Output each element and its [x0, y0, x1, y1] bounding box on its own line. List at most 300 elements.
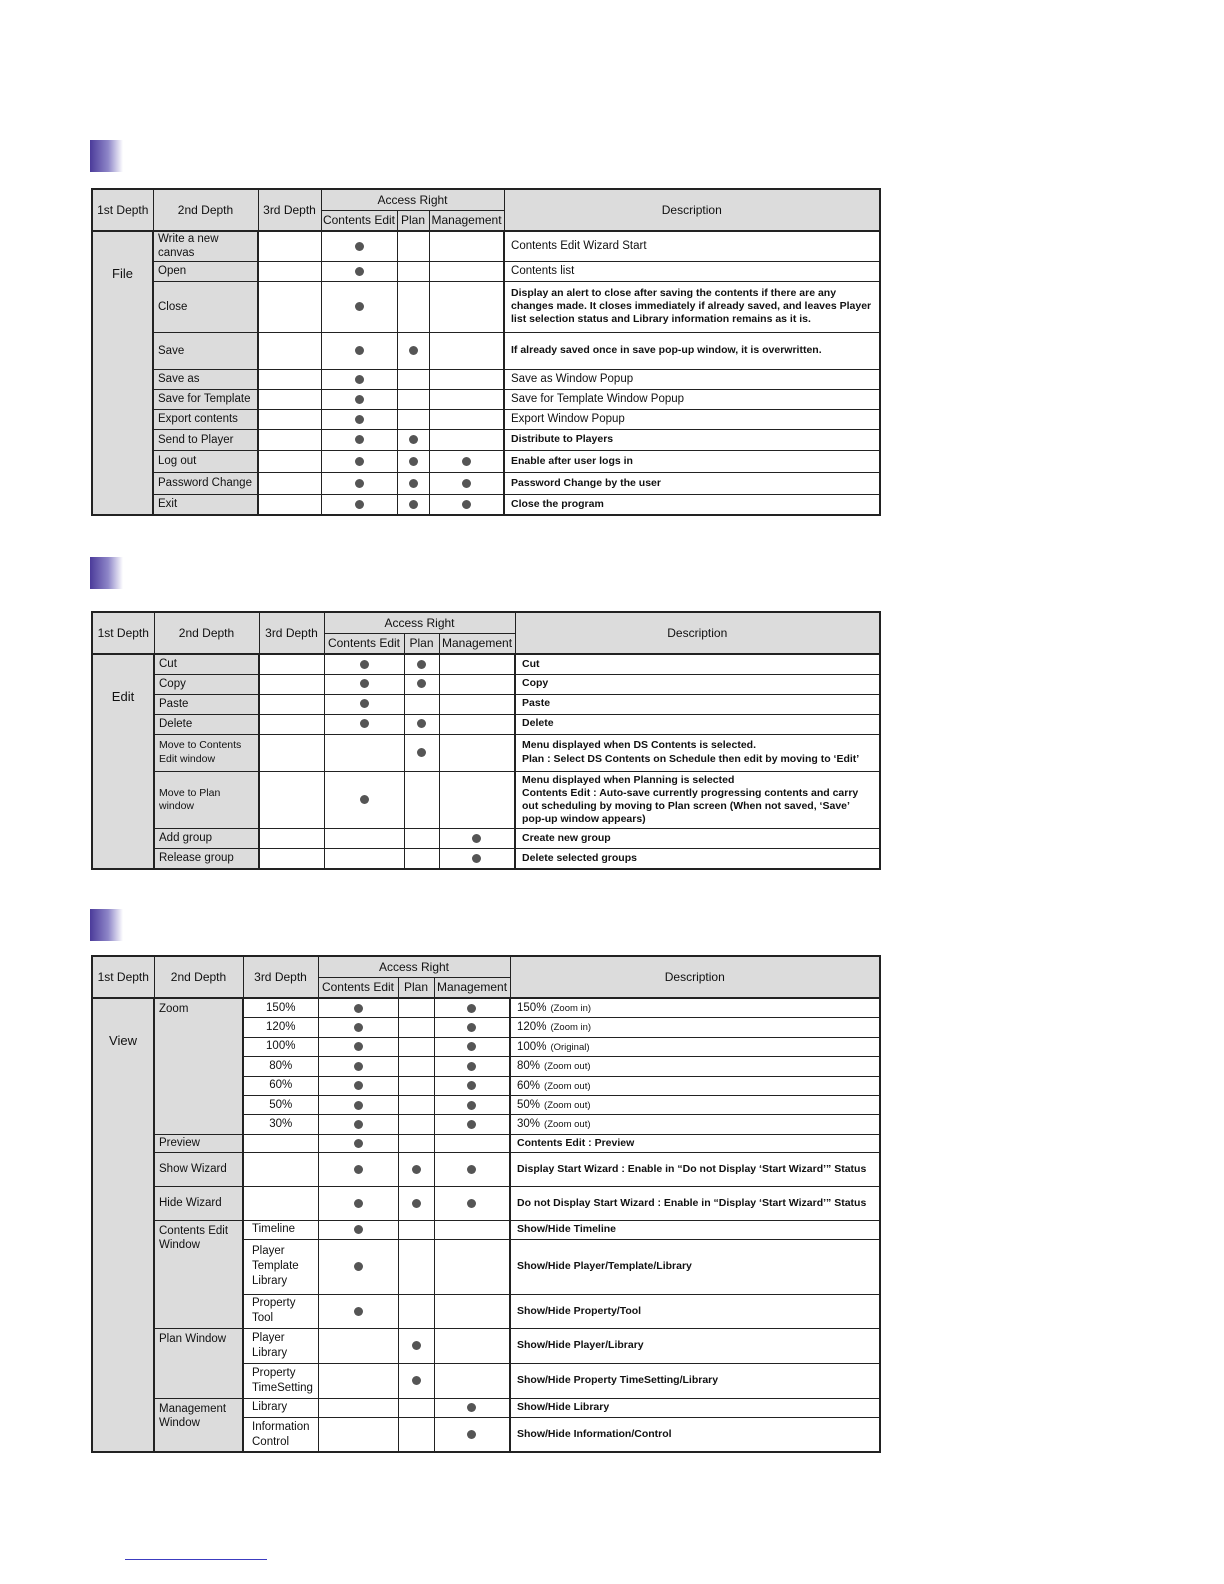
menu-item-label — [154, 1134, 243, 1152]
description-cell: Contents Edit : Preview — [510, 1134, 880, 1152]
access-management — [434, 1220, 510, 1239]
access-plan — [404, 694, 439, 714]
access-dot-icon — [355, 375, 364, 384]
access-contents-edit — [324, 829, 404, 849]
menu-item-text: Zoom — [159, 1003, 189, 1015]
zoom-level-cell: 80% — [243, 1057, 318, 1076]
access-dot-icon — [354, 1165, 363, 1174]
depth3-cell — [258, 332, 321, 369]
access-dot-icon — [355, 479, 364, 488]
menu-item-label — [153, 389, 258, 409]
menu-item-text: Save for Template — [158, 393, 251, 406]
menu-item-label — [154, 1328, 243, 1398]
depth3-text: Library — [252, 1346, 288, 1359]
menu-item-text: Close — [158, 300, 188, 313]
menu-item-label — [154, 771, 259, 829]
description-line: Menu displayed when Planning is selected — [522, 773, 735, 786]
table-row — [92, 261, 880, 281]
access-contents-edit — [324, 771, 404, 829]
depth3-cell — [259, 829, 324, 849]
description-cell — [510, 1057, 880, 1076]
table-row — [92, 494, 880, 515]
access-dot-icon — [472, 834, 481, 843]
menu-file-label: File — [112, 266, 133, 281]
access-dot-icon — [462, 457, 471, 466]
description-cell — [515, 734, 880, 771]
access-dot-icon — [355, 415, 364, 424]
description-cell: Export Window Popup — [504, 409, 880, 429]
access-dot-icon — [412, 1199, 421, 1208]
access-plan — [397, 281, 429, 332]
table-row — [92, 998, 880, 1018]
menu-item-label — [154, 998, 243, 1134]
access-plan — [404, 674, 439, 694]
depth3-text: Template — [252, 1260, 299, 1273]
header-2nd-depth: 2nd Depth — [154, 612, 259, 654]
header-access-right: Access Right — [324, 612, 515, 633]
access-management — [429, 332, 504, 369]
access-dot-icon — [355, 500, 364, 509]
description-cell: Cut — [515, 654, 880, 674]
description-line: Contents Edit : Auto-save currently progressing contents and carry out scheduling by moving to Plan screen (When not saved, ‘Save’ pop-up window appears) — [522, 786, 859, 825]
access-contents-edit — [321, 261, 397, 281]
menu-view-label: View — [109, 1033, 137, 1048]
zoom-level-cell: 50% — [243, 1095, 318, 1114]
header-3rd-depth: 3rd Depth — [259, 612, 324, 654]
depth3-cell — [259, 714, 324, 734]
description-cell: Contents Edit Wizard Start — [504, 231, 880, 261]
access-dot-icon — [360, 795, 369, 804]
access-contents-edit — [324, 714, 404, 734]
description-cell: Delete — [515, 714, 880, 734]
access-management — [429, 369, 504, 389]
depth3-cell — [259, 694, 324, 714]
access-plan — [398, 1294, 434, 1328]
zoom-note-text: (Zoom out) — [544, 1119, 591, 1131]
header-plan: Plan — [404, 633, 439, 654]
menu-item-text: Contents Edit — [159, 1224, 229, 1237]
table-row — [92, 409, 880, 429]
description-cell: Show/Hide Information/Control — [510, 1417, 880, 1452]
menu-item-label — [154, 829, 259, 849]
access-contents-edit — [324, 849, 404, 869]
menu-item-label — [153, 369, 258, 389]
access-management — [429, 409, 504, 429]
access-management — [434, 1134, 510, 1152]
access-management — [434, 1239, 510, 1294]
access-management — [434, 1152, 510, 1186]
depth3-cell — [243, 1152, 318, 1186]
access-plan — [398, 998, 434, 1018]
depth3-text: TimeSetting — [252, 1381, 313, 1394]
access-management — [434, 1328, 510, 1363]
depth3-cell — [243, 1328, 318, 1363]
access-contents-edit — [321, 409, 397, 429]
menu-item-text: Send to Player — [158, 433, 234, 446]
menu-item-label — [153, 472, 258, 494]
depth3-text: Library — [252, 1401, 288, 1414]
access-contents-edit — [318, 1220, 398, 1239]
access-dot-icon — [409, 457, 418, 466]
access-contents-edit — [318, 1076, 398, 1095]
description-cell: Do not Display Start Wizard : Enable in “Display ‘Start Wizard’” Status — [510, 1186, 880, 1220]
access-management — [434, 1115, 510, 1134]
menu-item-text: Paste — [159, 697, 189, 710]
menu-item-label — [154, 734, 259, 771]
menu-item-text: Save as — [158, 373, 200, 386]
depth3-text: Tool — [252, 1312, 274, 1325]
access-management — [429, 472, 504, 494]
access-plan — [397, 472, 429, 494]
header-2nd-depth: 2nd Depth — [153, 189, 258, 231]
zoom-level-text: 150% — [517, 1002, 547, 1014]
menu-item-text: Log out — [158, 455, 197, 468]
description-line: Plan : Select DS Contents on Schedule then edit by moving to ‘Edit’ — [522, 752, 860, 765]
access-plan — [404, 734, 439, 771]
menu-item-text: Show Wizard — [159, 1163, 227, 1176]
access-contents-edit — [321, 450, 397, 472]
depth3-cell — [258, 472, 321, 494]
menu-item-label — [154, 1186, 243, 1220]
menu-item-label — [153, 281, 258, 332]
access-dot-icon — [360, 719, 369, 728]
table-row — [92, 369, 880, 389]
access-dot-icon — [467, 1062, 476, 1071]
access-management — [429, 281, 504, 332]
menu-item-text: Save — [158, 344, 185, 357]
access-plan — [398, 1239, 434, 1294]
access-plan — [398, 1220, 434, 1239]
access-plan — [397, 389, 429, 409]
depth3-cell — [243, 1417, 318, 1452]
zoom-level-cell: 60% — [243, 1076, 318, 1095]
section-marker-view — [90, 909, 123, 941]
description-cell: Password Change by the user — [504, 472, 880, 494]
access-dot-icon — [462, 479, 471, 488]
access-contents-edit — [318, 998, 398, 1018]
menu-item-label — [154, 714, 259, 734]
menu-view-cell — [92, 998, 154, 1452]
description-cell: Copy — [515, 674, 880, 694]
access-contents-edit — [318, 1134, 398, 1152]
access-plan — [398, 1363, 434, 1398]
table-row — [92, 281, 880, 332]
access-plan — [397, 494, 429, 515]
access-dot-icon — [355, 435, 364, 444]
access-management — [434, 1057, 510, 1076]
access-management — [439, 771, 515, 829]
zoom-note-text: (Zoom in) — [550, 1022, 592, 1034]
access-contents-edit — [321, 332, 397, 369]
access-dot-icon — [355, 302, 364, 311]
access-contents-edit — [321, 389, 397, 409]
menu-item-label — [154, 674, 259, 694]
description-cell: Paste — [515, 694, 880, 714]
menu-item-label — [153, 494, 258, 515]
access-dot-icon — [355, 457, 364, 466]
access-dot-icon — [354, 1062, 363, 1071]
zoom-level-text: 80% — [517, 1060, 541, 1073]
menu-item-text: Edit window — [159, 752, 216, 765]
table-row — [92, 389, 880, 409]
view-menu-table — [91, 955, 881, 1453]
access-management — [429, 389, 504, 409]
access-plan — [404, 654, 439, 674]
menu-item-text: Exit — [158, 498, 178, 511]
access-plan — [404, 714, 439, 734]
header-description: Description — [515, 612, 880, 654]
depth3-text: Control — [252, 1435, 290, 1448]
access-plan — [397, 231, 429, 261]
access-management — [439, 849, 515, 869]
description-cell: Show/Hide Property/Tool — [510, 1294, 880, 1328]
menu-item-label — [154, 1220, 243, 1328]
menu-item-text: Write a new canvas — [158, 233, 219, 260]
access-management — [434, 1417, 510, 1452]
depth3-cell — [259, 674, 324, 694]
header-contents-edit: Contents Edit — [318, 977, 398, 998]
table-row — [92, 1152, 880, 1186]
table-row — [92, 734, 880, 771]
depth3-cell — [259, 734, 324, 771]
access-management — [429, 261, 504, 281]
header-2nd-depth: 2nd Depth — [154, 956, 243, 998]
header-contents-edit: Contents Edit — [324, 633, 404, 654]
access-dot-icon — [409, 500, 418, 509]
access-contents-edit — [318, 1294, 398, 1328]
menu-item-label — [153, 450, 258, 472]
access-plan — [397, 409, 429, 429]
menu-item-text: Cut — [159, 658, 177, 671]
description-cell: Show/Hide Property TimeSetting/Library — [510, 1363, 880, 1398]
table-row — [92, 1134, 880, 1152]
header-1st-depth: 1st Depth — [92, 612, 154, 654]
access-dot-icon — [354, 1307, 363, 1316]
table-row — [92, 1186, 880, 1220]
table-row — [92, 714, 880, 734]
menu-item-text: Delete — [159, 717, 193, 730]
view-menu-body — [92, 998, 880, 1452]
access-plan — [398, 1398, 434, 1417]
access-contents-edit — [321, 281, 397, 332]
access-dot-icon — [355, 346, 364, 355]
menu-item-text: Plan Window — [159, 1332, 227, 1345]
header-management: Management — [439, 633, 515, 654]
depth3-cell — [243, 1239, 318, 1294]
access-plan — [398, 1152, 434, 1186]
access-management — [439, 694, 515, 714]
access-contents-edit — [318, 1398, 398, 1417]
section-marker-file — [90, 140, 123, 172]
description-cell: Show/Hide Timeline — [510, 1220, 880, 1239]
menu-item-label — [154, 654, 259, 674]
description-cell: Enable after user logs in — [504, 450, 880, 472]
access-management — [429, 450, 504, 472]
access-contents-edit — [318, 1037, 398, 1056]
access-plan — [397, 450, 429, 472]
menu-edit-cell — [92, 654, 154, 869]
table-row — [92, 694, 880, 714]
edit-menu-table — [91, 611, 881, 870]
access-management — [434, 1095, 510, 1114]
menu-item-text: Hide Wizard — [159, 1197, 222, 1210]
depth3-cell — [258, 450, 321, 472]
menu-item-label — [154, 849, 259, 869]
access-contents-edit — [318, 1115, 398, 1134]
access-contents-edit — [318, 1057, 398, 1076]
access-contents-edit — [318, 1018, 398, 1037]
access-management — [434, 1363, 510, 1398]
header-access-right: Access Right — [321, 189, 504, 210]
access-dot-icon — [412, 1376, 421, 1385]
menu-item-text: Add group — [159, 832, 213, 845]
depth3-text: Library — [252, 1275, 288, 1288]
zoom-level-cell: 150% — [243, 998, 318, 1018]
header-3rd-depth: 3rd Depth — [258, 189, 321, 231]
access-contents-edit — [321, 369, 397, 389]
depth3-cell — [258, 261, 321, 281]
menu-item-label — [153, 332, 258, 369]
depth3-cell — [258, 429, 321, 450]
header-3rd-depth: 3rd Depth — [243, 956, 318, 998]
access-plan — [398, 1037, 434, 1056]
depth3-text: Information — [252, 1420, 310, 1433]
access-plan — [398, 1186, 434, 1220]
header-access-right: Access Right — [318, 956, 510, 977]
zoom-level-text: 30% — [517, 1118, 541, 1131]
access-management — [429, 231, 504, 261]
access-contents-edit — [324, 734, 404, 771]
depth3-cell — [243, 1363, 318, 1398]
menu-file-cell — [92, 231, 153, 515]
menu-item-text: window — [159, 799, 195, 812]
access-contents-edit — [318, 1239, 398, 1294]
access-contents-edit — [318, 1417, 398, 1452]
zoom-level-cell: 30% — [243, 1115, 318, 1134]
zoom-note-text: (Original) — [550, 1041, 590, 1053]
access-dot-icon — [409, 479, 418, 488]
file-menu-body — [92, 231, 880, 515]
access-dot-icon — [467, 1403, 476, 1412]
access-dot-icon — [360, 660, 369, 669]
depth3-cell — [243, 1186, 318, 1220]
access-management — [439, 654, 515, 674]
depth3-cell — [258, 369, 321, 389]
depth3-cell — [259, 771, 324, 829]
table-row — [92, 829, 880, 849]
access-contents-edit — [321, 472, 397, 494]
access-management — [434, 998, 510, 1018]
depth3-text: Property — [252, 1297, 296, 1310]
access-dot-icon — [355, 242, 364, 251]
access-dot-icon — [467, 1165, 476, 1174]
menu-item-label — [153, 231, 258, 261]
depth3-text: Player — [252, 1331, 285, 1344]
depth3-cell — [243, 1294, 318, 1328]
menu-item-text: Window — [159, 1417, 200, 1430]
description-cell — [515, 771, 880, 829]
description-cell: Show/Hide Player/Library — [510, 1328, 880, 1363]
access-management — [429, 494, 504, 515]
access-plan — [398, 1134, 434, 1152]
access-management — [439, 734, 515, 771]
access-dot-icon — [354, 1081, 363, 1090]
access-contents-edit — [321, 494, 397, 515]
access-dot-icon — [355, 267, 364, 276]
description-cell: Distribute to Players — [504, 429, 880, 450]
table-row — [92, 674, 880, 694]
menu-item-label — [154, 1152, 243, 1186]
access-plan — [404, 829, 439, 849]
depth3-cell — [258, 281, 321, 332]
access-contents-edit — [318, 1363, 398, 1398]
menu-item-text: Export contents — [158, 413, 238, 426]
menu-item-label — [153, 429, 258, 450]
table-row — [92, 1220, 880, 1239]
access-dot-icon — [412, 1341, 421, 1350]
section-marker-edit — [90, 557, 123, 589]
menu-edit-label: Edit — [111, 689, 135, 704]
description-cell: If already saved once in save pop-up window, it is overwritten. — [504, 332, 880, 369]
access-dot-icon — [360, 679, 369, 688]
access-management — [429, 429, 504, 450]
access-contents-edit — [324, 654, 404, 674]
access-dot-icon — [354, 1004, 363, 1013]
access-dot-icon — [462, 500, 471, 509]
header-plan: Plan — [397, 210, 429, 231]
description-cell: Display an alert to close after saving the contents if there are any changes made. It closes immediately if already saved, and leaves Player list selection status and Library information remains as it is. — [504, 281, 880, 332]
access-management — [439, 829, 515, 849]
header-contents-edit: Contents Edit — [321, 210, 397, 231]
access-dot-icon — [354, 1262, 363, 1271]
access-management — [439, 714, 515, 734]
access-dot-icon — [467, 1004, 476, 1013]
access-dot-icon — [354, 1139, 363, 1148]
access-dot-icon — [354, 1225, 363, 1234]
menu-item-label — [154, 1398, 243, 1452]
access-dot-icon — [417, 719, 426, 728]
access-plan — [404, 849, 439, 869]
depth3-cell — [243, 1398, 318, 1417]
access-dot-icon — [354, 1101, 363, 1110]
access-plan — [398, 1417, 434, 1452]
access-dot-icon — [355, 395, 364, 404]
access-plan — [404, 771, 439, 829]
access-dot-icon — [412, 1165, 421, 1174]
access-dot-icon — [417, 679, 426, 688]
description-cell — [510, 1115, 880, 1134]
access-contents-edit — [321, 429, 397, 450]
zoom-level-text: 60% — [517, 1079, 541, 1092]
zoom-note-text: (Zoom out) — [544, 1099, 591, 1111]
header-1st-depth: 1st Depth — [92, 189, 153, 231]
depth3-cell — [243, 1220, 318, 1239]
access-plan — [398, 1095, 434, 1114]
access-dot-icon — [467, 1120, 476, 1129]
description-line: Menu displayed when DS Contents is selected. — [522, 739, 756, 752]
depth3-text: Timeline — [252, 1223, 296, 1236]
header-description: Description — [504, 189, 880, 231]
menu-item-label — [153, 409, 258, 429]
footer-rule — [125, 1559, 267, 1560]
access-dot-icon — [354, 1023, 363, 1032]
menu-item-text: Release group — [159, 852, 234, 865]
menu-item-text: Password Change — [158, 477, 252, 490]
table-row — [92, 849, 880, 869]
description-cell: Show/Hide Library — [510, 1398, 880, 1417]
zoom-level-text: 120% — [517, 1021, 547, 1034]
access-dot-icon — [417, 660, 426, 669]
